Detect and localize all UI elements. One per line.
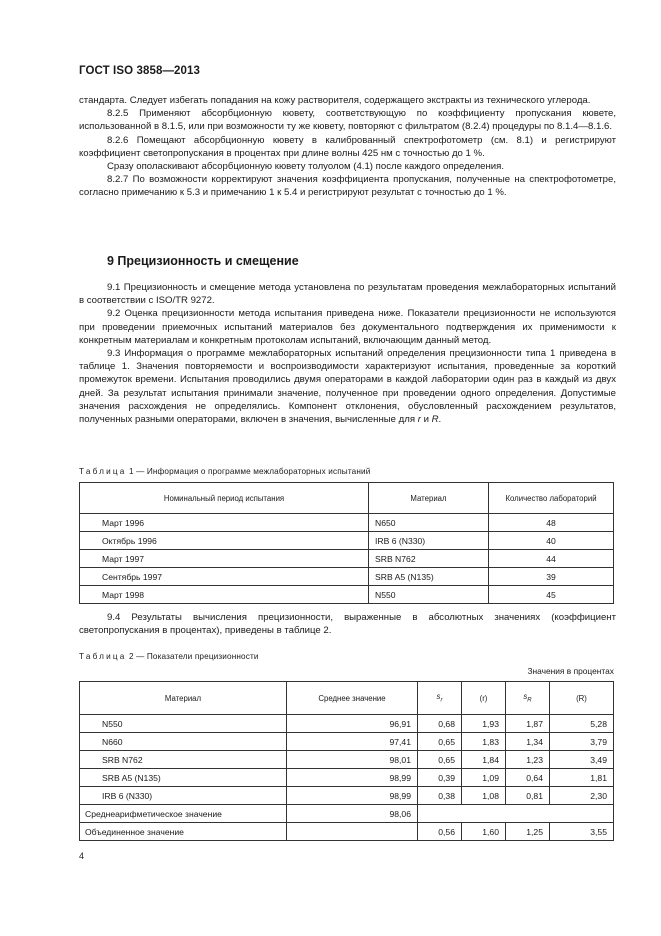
table-row [80,751,614,769]
cell-material: SRB A5 (N135) [369,568,489,586]
cell-mean: 98,99 [287,787,418,805]
table-row [80,550,614,568]
cell-labs: 40 [489,532,614,550]
text-block-mid [79,281,616,426]
cell-sR: 0,64 [506,769,550,787]
table-row [80,715,614,733]
paragraph: Сразу ополаскивают абсорбционную кювету толуолом (4.1) после каждого определения. [107,161,505,173]
table-row [80,568,614,586]
table-row [80,532,614,550]
col-header-sr [418,682,462,715]
cell-sr: 0,65 [418,751,462,769]
paragraph-8-2-6: 8.2.6 Помещают абсорбционную кювету в калиброванный спектрофотометр (см. 8.1) и регистрируют коэффициент светопропускания в процентах при длине волны 425 нм с точностью до 1 %. [79,134,616,159]
cell-r: 1,93 [462,715,506,733]
cell-mean: 97,41 [287,733,418,751]
cell-labs: 44 [489,550,614,568]
table-row [80,787,614,805]
cell-mean-value: 98,06 [287,805,418,823]
paragraph-8-2-7: 8.2.7 По возможности корректируют значения коэффициента пропускания, полученные на спектрофотометре, согласно примечанию к 5.3 и примечанию 1 к 5.4 и регистрируют результат с точностью до 1 %. [79,174,616,199]
table2-caption [79,652,259,661]
cell-r: 1,09 [462,769,506,787]
page-number: 4 [79,851,85,861]
subscript-r: r [440,697,443,704]
paragraph-9-4: 9.4 Результаты вычисления прецизионности, выраженные в абсолютных значениях (коэффициент светопропускания в процентах), приведены в таблице 2. [79,612,616,637]
paragraph-9-2: 9.2 Оценка прецизионности метода испытания приведена ниже. Показатели прецизионности не используются при проведении приемочных испытаний материалов без документального подтверждения их применимости к конкретным материалам и конкретным протоколам испытаний, включающим данный метод. [79,308,616,346]
cell-mean: 98,99 [287,769,418,787]
cell-R: 3,79 [550,733,614,751]
cell-sR: 1,87 [506,715,550,733]
cell-empty [287,823,418,841]
cell-material: SRB N762 [80,751,287,769]
table-row [80,586,614,604]
cell-empty [550,805,614,823]
cell-material: IRB 6 (N330) [369,532,489,550]
cell-material: SRB N762 [369,550,489,568]
table-header-row [80,483,614,514]
cell-material: N550 [369,586,489,604]
cell-empty [418,805,462,823]
cell-r: 1,08 [462,787,506,805]
col-header-r: (r) [462,682,506,715]
subscript-R: R [527,697,532,704]
col-header-material: Материал [369,483,489,514]
cell-mean: 98,01 [287,751,418,769]
table-row [80,769,614,787]
cell-period: Сентябрь 1997 [80,568,369,586]
table2-caption-text: 2 — Показатели прецизионности [126,652,259,661]
paragraph-9-1: 9.1 Прецизионность и смещение метода установлена по результатам проведения межлабораторных испытаний в соответствии с ISO/TR 9272. [79,282,616,307]
cell-labs: 45 [489,586,614,604]
cell-period: Октябрь 1996 [80,532,369,550]
cell-mean: 96,91 [287,715,418,733]
text-block-top [79,94,616,200]
cell-R: 2,30 [550,787,614,805]
symbol-R: R [431,414,439,426]
cell-sR: 1,23 [506,751,550,769]
paragraph-8-2-5: 8.2.5 Применяют абсорбционную кювету, соответствующую по коэффициенту пропускания кювете, использованной в 8.1.5, или при возможности ту же кювету, повторяют с фильтратом (8.2.4) процедуры по 8.1.4—8.1.6. [79,108,616,133]
table-row-pooled [80,823,614,841]
cell-r: 1,83 [462,733,506,751]
cell-period: Март 1997 [80,550,369,568]
cell-mean-label: Среднеарифметическое значение [80,805,287,823]
cell-period: Март 1998 [80,586,369,604]
cell-sr: 0,39 [418,769,462,787]
table2-caption-prefix: Таблица [79,652,127,661]
table-row [80,514,614,532]
cell-labs: 48 [489,514,614,532]
symbol-r: r [417,414,421,426]
cell-material: N550 [80,715,287,733]
cell-sr: 0,56 [418,823,462,841]
table1-caption-text: 1 — Информация о программе межлабораторных испытаний [126,467,371,476]
col-header-mean: Среднее значение [287,682,418,715]
period: . [438,414,442,426]
cell-empty [506,805,550,823]
cell-R: 1,81 [550,769,614,787]
symbol-s: s [523,692,528,702]
cell-sr: 0,38 [418,787,462,805]
table-row [80,733,614,751]
text-block-9-4 [79,611,616,637]
col-header-material: Материал [80,682,287,715]
cell-material: N650 [369,514,489,532]
cell-sR: 1,25 [506,823,550,841]
cell-period: Март 1996 [80,514,369,532]
cell-r: 1,60 [462,823,506,841]
cell-material: N660 [80,733,287,751]
standard-header: ГОСТ ISO 3858—2013 [79,65,201,77]
conjunction: и [420,414,432,426]
cell-r: 1,84 [462,751,506,769]
col-header-sR [506,682,550,715]
cell-empty [462,805,506,823]
cell-sR: 0,81 [506,787,550,805]
cell-material: IRB 6 (N330) [80,787,287,805]
table-2 [79,681,614,841]
cell-R: 5,28 [550,715,614,733]
paragraph: стандарта. Следует избегать попадания на кожу растворителя, содержащего экстракты из технического углерода. [79,95,591,106]
table2-unit-note: Значения в процентах [527,666,614,676]
paragraph-9-3 [79,347,616,426]
col-header-labs: Количество лабораторий [489,483,614,514]
cell-sr: 0,68 [418,715,462,733]
cell-material: SRB A5 (N135) [80,769,287,787]
cell-sr: 0,65 [418,733,462,751]
table-1 [79,482,614,604]
paragraph-9-3-text: 9.3 Информация о программе межлабораторных испытаний определения прецизионности типа 1 приведена в таблице 1. Значения повторяемости и воспроизводимости характеризуют испытания, проведенные за короткий промежуток времени. Испытания проводились двумя операторами в каждой лаборатории один раз в каждый из двух дней. За результат испытания принимали значение, полученное при проведении одного определения. Допустимые значения расхождения не определялись. Компонент отклонения, обусловленный расхождением результатов, полученных разными операторами, включен в значения, вычисленные для [79,348,616,426]
col-header-R: (R) [550,682,614,715]
cell-R: 3,49 [550,751,614,769]
table1-caption-prefix: Таблица [79,467,127,476]
cell-pooled-label: Объединенное значение [80,823,287,841]
col-header-period: Номинальный период испытания [80,483,369,514]
symbol-s: s [436,692,441,702]
table1-caption [79,467,370,476]
cell-sR: 1,34 [506,733,550,751]
cell-labs: 39 [489,568,614,586]
table-header-row [80,682,614,715]
table-row-mean [80,805,614,823]
section-title: 9 Прецизионность и смещение [107,254,299,268]
cell-R: 3,55 [550,823,614,841]
